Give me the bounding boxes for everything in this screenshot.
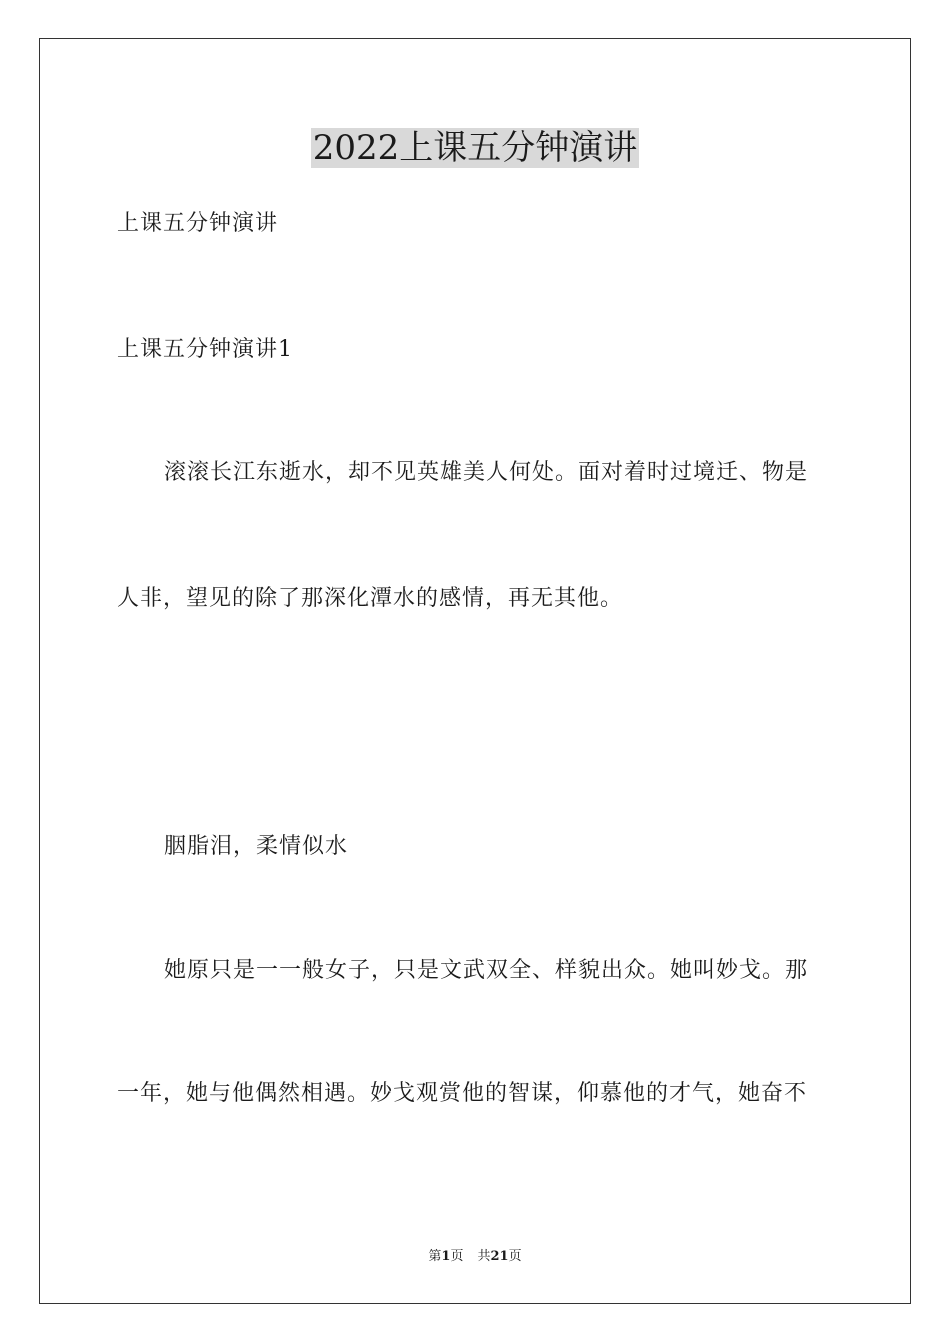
page-footer xyxy=(0,1248,950,1266)
subtitle-line: 上课五分钟演讲 xyxy=(117,211,279,236)
paragraph-line: 她原只是一一般女子，只是文武双全、样貌出众。她叫妙戈。那 xyxy=(164,958,809,983)
paragraph-line: 人非，望见的除了那深化潭水的感情，再无其他。 xyxy=(117,586,624,611)
footer-page-current: 1 xyxy=(441,1249,451,1264)
footer-page-prefix: 第 xyxy=(428,1249,442,1264)
title-container xyxy=(0,128,950,168)
footer-total-prefix: 共 xyxy=(477,1249,491,1264)
footer-page-unit: 页 xyxy=(450,1249,464,1264)
paragraph-heading: 胭脂泪，柔情似水 xyxy=(164,834,349,859)
footer-page-total: 21 xyxy=(490,1249,509,1264)
document-title: 2022上课五分钟演讲 xyxy=(312,128,638,168)
paragraph-line: 一年，她与他偶然相遇。妙戈观赏他的智谋，仰慕他的才气，她奋不 xyxy=(117,1081,808,1106)
paragraph-line: 滚滚长江东逝水，却不见英雄美人何处。面对着时过境迁、物是 xyxy=(164,460,809,485)
footer-total-unit: 页 xyxy=(508,1249,522,1264)
section-heading: 上课五分钟演讲1 xyxy=(117,337,293,362)
